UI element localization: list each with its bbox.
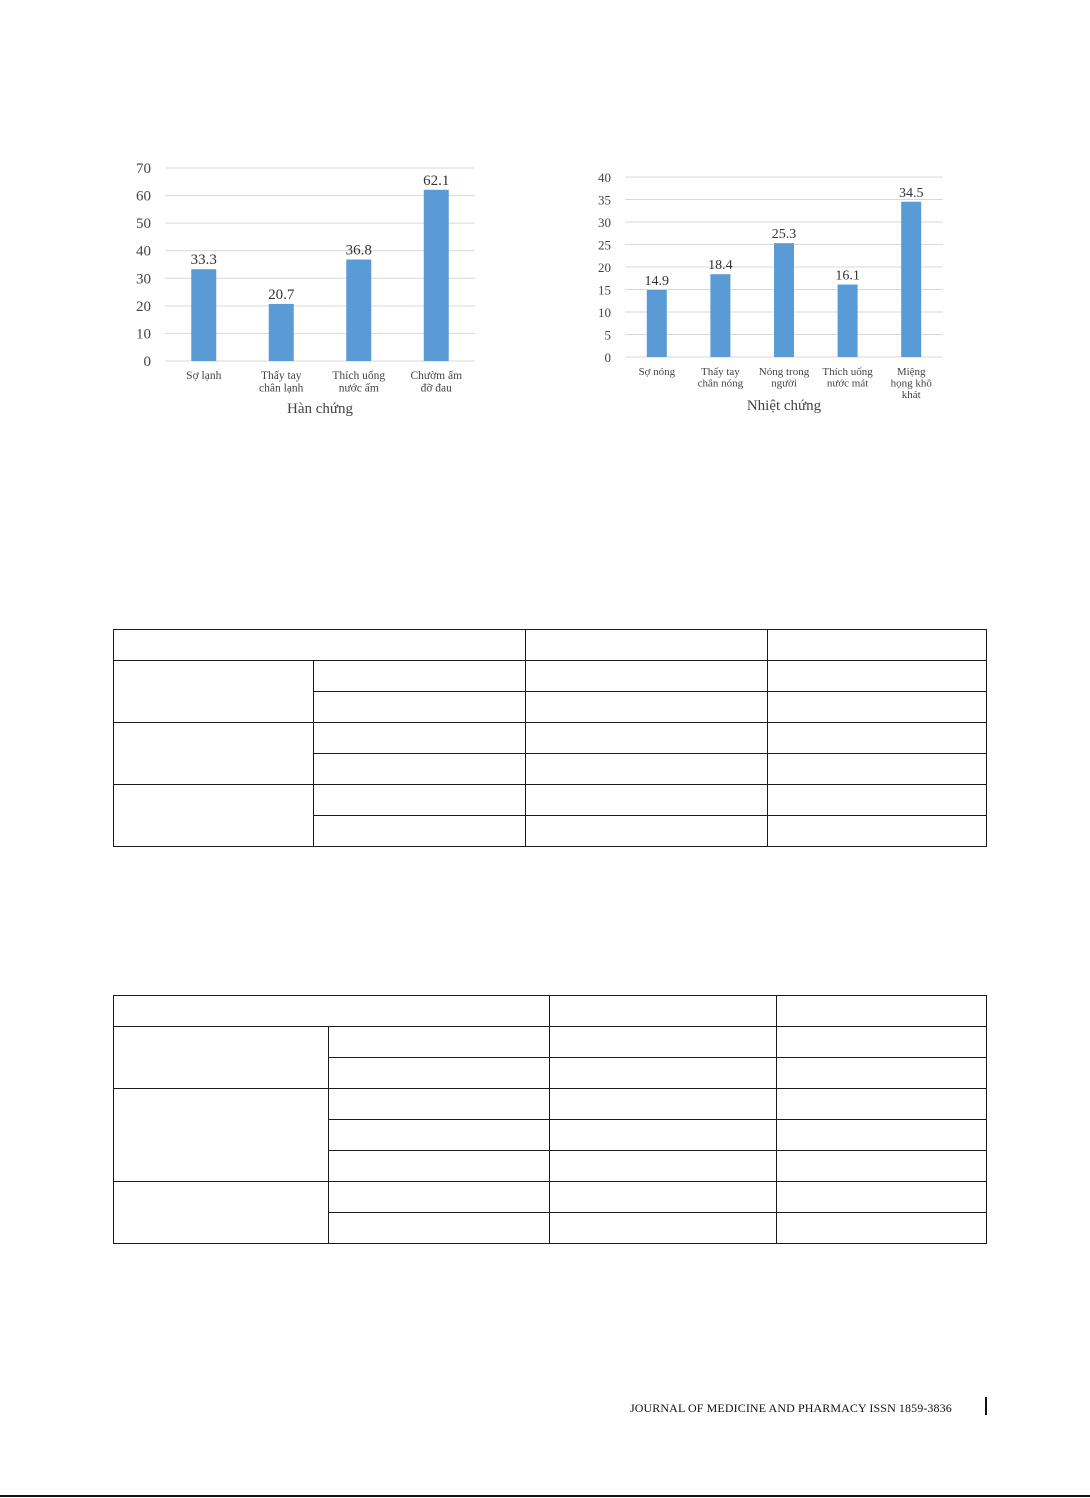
y-tick-label: 20	[136, 298, 151, 315]
y-tick-label: 30	[136, 271, 151, 288]
category-label	[822, 366, 873, 390]
data-label: 33.3	[190, 252, 217, 269]
category-label	[332, 369, 385, 395]
bar	[647, 290, 667, 357]
category-label	[698, 366, 744, 390]
table-cell	[526, 661, 768, 692]
category-label-line: Nóng trong	[758, 366, 810, 378]
category-label	[759, 366, 810, 390]
table-cell	[550, 1027, 777, 1058]
y-tick-label: 20	[598, 260, 611, 275]
bar	[269, 304, 294, 361]
table-cell	[526, 785, 768, 816]
table-cell	[526, 754, 768, 785]
table-row	[114, 1027, 987, 1058]
y-tick-label: 10	[598, 305, 611, 320]
table-cell	[329, 1089, 550, 1120]
table-cell	[314, 661, 526, 692]
category-label	[638, 366, 675, 378]
table-cell	[550, 1120, 777, 1151]
bar	[424, 190, 449, 361]
category-label	[410, 369, 462, 395]
category-label-line: đỡ đau	[420, 382, 452, 395]
table-group-cell	[114, 785, 314, 847]
table-header-row	[114, 996, 987, 1027]
table-cell	[768, 816, 987, 847]
bar	[346, 260, 371, 361]
y-tick-label: 25	[598, 237, 611, 253]
category-label	[259, 369, 304, 395]
data-label: 20.7	[268, 286, 295, 303]
x-axis-title: Hàn chứng	[286, 401, 354, 417]
table-cell	[777, 1120, 987, 1151]
category-label-line: Miệng	[896, 366, 926, 378]
table-cell	[314, 692, 526, 723]
category-label-line: người	[771, 377, 797, 390]
y-tick-label: 0	[604, 350, 611, 365]
category-label-line: chân nóng	[697, 377, 744, 390]
table-cell	[314, 785, 526, 816]
category-label-line: Chườm ấm	[410, 370, 463, 382]
table-cell	[777, 1182, 987, 1213]
table-cell	[777, 1151, 987, 1182]
y-tick-label: 60	[136, 188, 151, 205]
category-label	[891, 366, 933, 401]
table-group-cell	[114, 1027, 329, 1089]
bar	[901, 202, 921, 357]
table-cell	[768, 754, 987, 785]
table-1	[113, 629, 987, 847]
category-label-line: Thích uống	[822, 366, 873, 378]
nhiet-chung-bar-chart	[585, 160, 965, 415]
table-2	[113, 995, 987, 1244]
bar	[191, 269, 216, 361]
category-label-line: nước ấm	[338, 382, 379, 395]
table-cell	[329, 1151, 550, 1182]
table-cell	[114, 996, 550, 1027]
y-tick-label: 10	[136, 326, 151, 343]
data-label: 34.5	[898, 185, 924, 201]
category-label-line: Sợ lạnh	[186, 370, 222, 382]
table-cell	[550, 1151, 777, 1182]
data-label: 14.9	[644, 273, 670, 289]
y-tick-label: 0	[143, 354, 151, 370]
table-cell	[314, 754, 526, 785]
table-row	[114, 1182, 987, 1213]
table-cell	[329, 1027, 550, 1058]
y-tick-label: 30	[598, 215, 611, 230]
table-group-cell	[114, 1182, 329, 1244]
table-row	[114, 661, 987, 692]
table-cell	[550, 1058, 777, 1089]
table-row	[114, 723, 987, 754]
category-label-line: Thấy tay	[260, 370, 302, 382]
table-cell	[768, 661, 987, 692]
table-group-cell	[114, 661, 314, 723]
category-label-line: nước mát	[826, 377, 869, 390]
table-cell	[768, 692, 987, 723]
journal-footer: JOURNAL OF MEDICINE AND PHARMACY ISSN 1859-3836	[630, 1401, 952, 1415]
footer-mark	[985, 1397, 987, 1415]
table-cell	[768, 630, 987, 661]
table-header-row	[114, 630, 987, 661]
table-group-cell	[114, 723, 314, 785]
category-label	[186, 370, 221, 382]
table-cell	[777, 1058, 987, 1089]
table-cell	[777, 996, 987, 1027]
category-label-line: chân lạnh	[259, 382, 304, 395]
table-cell	[314, 723, 526, 754]
data-label: 18.4	[708, 258, 733, 274]
category-label-line: Thích uống	[332, 370, 386, 382]
table-cell	[550, 996, 777, 1027]
table-cell	[550, 1182, 777, 1213]
table-cell	[114, 630, 526, 661]
category-label-line: họng khô	[890, 377, 932, 390]
y-tick-label: 5	[604, 327, 611, 343]
table-cell	[314, 816, 526, 847]
y-tick-label: 40	[598, 170, 611, 185]
table-cell	[526, 723, 768, 754]
table-cell	[768, 723, 987, 754]
bar	[710, 274, 730, 357]
data-label: 62.1	[423, 172, 450, 189]
table-cell	[526, 816, 768, 847]
table-cell	[329, 1213, 550, 1244]
data-label: 36.8	[345, 242, 372, 259]
table-cell	[550, 1089, 777, 1120]
table-cell	[550, 1213, 777, 1244]
x-axis-title: Nhiệt chứng	[746, 398, 822, 414]
table-row	[114, 1089, 987, 1120]
table-cell	[329, 1058, 550, 1089]
y-tick-label: 40	[136, 243, 151, 260]
y-tick-label: 15	[598, 282, 611, 298]
table-cell	[329, 1120, 550, 1151]
table-cell	[777, 1027, 987, 1058]
y-tick-label: 35	[598, 192, 611, 208]
table-cell	[777, 1213, 987, 1244]
y-tick-label: 70	[136, 161, 151, 177]
table-cell	[777, 1089, 987, 1120]
bar	[774, 243, 794, 357]
y-tick-label: 50	[136, 216, 151, 233]
table-cell	[526, 630, 768, 661]
data-label: 16.1	[835, 268, 860, 284]
category-label-line: khát	[901, 389, 921, 401]
category-label-line: Thấy tay	[701, 366, 740, 378]
table-cell	[526, 692, 768, 723]
table-group-cell	[114, 1089, 329, 1182]
category-label-line: Sợ nóng	[638, 366, 676, 378]
bar	[838, 285, 858, 357]
table-row	[114, 785, 987, 816]
page-bottom-rule	[0, 1495, 1090, 1497]
table-cell	[768, 785, 987, 816]
han-chung-bar-chart	[110, 150, 490, 425]
table-cell	[329, 1182, 550, 1213]
data-label: 25.3	[771, 227, 797, 243]
